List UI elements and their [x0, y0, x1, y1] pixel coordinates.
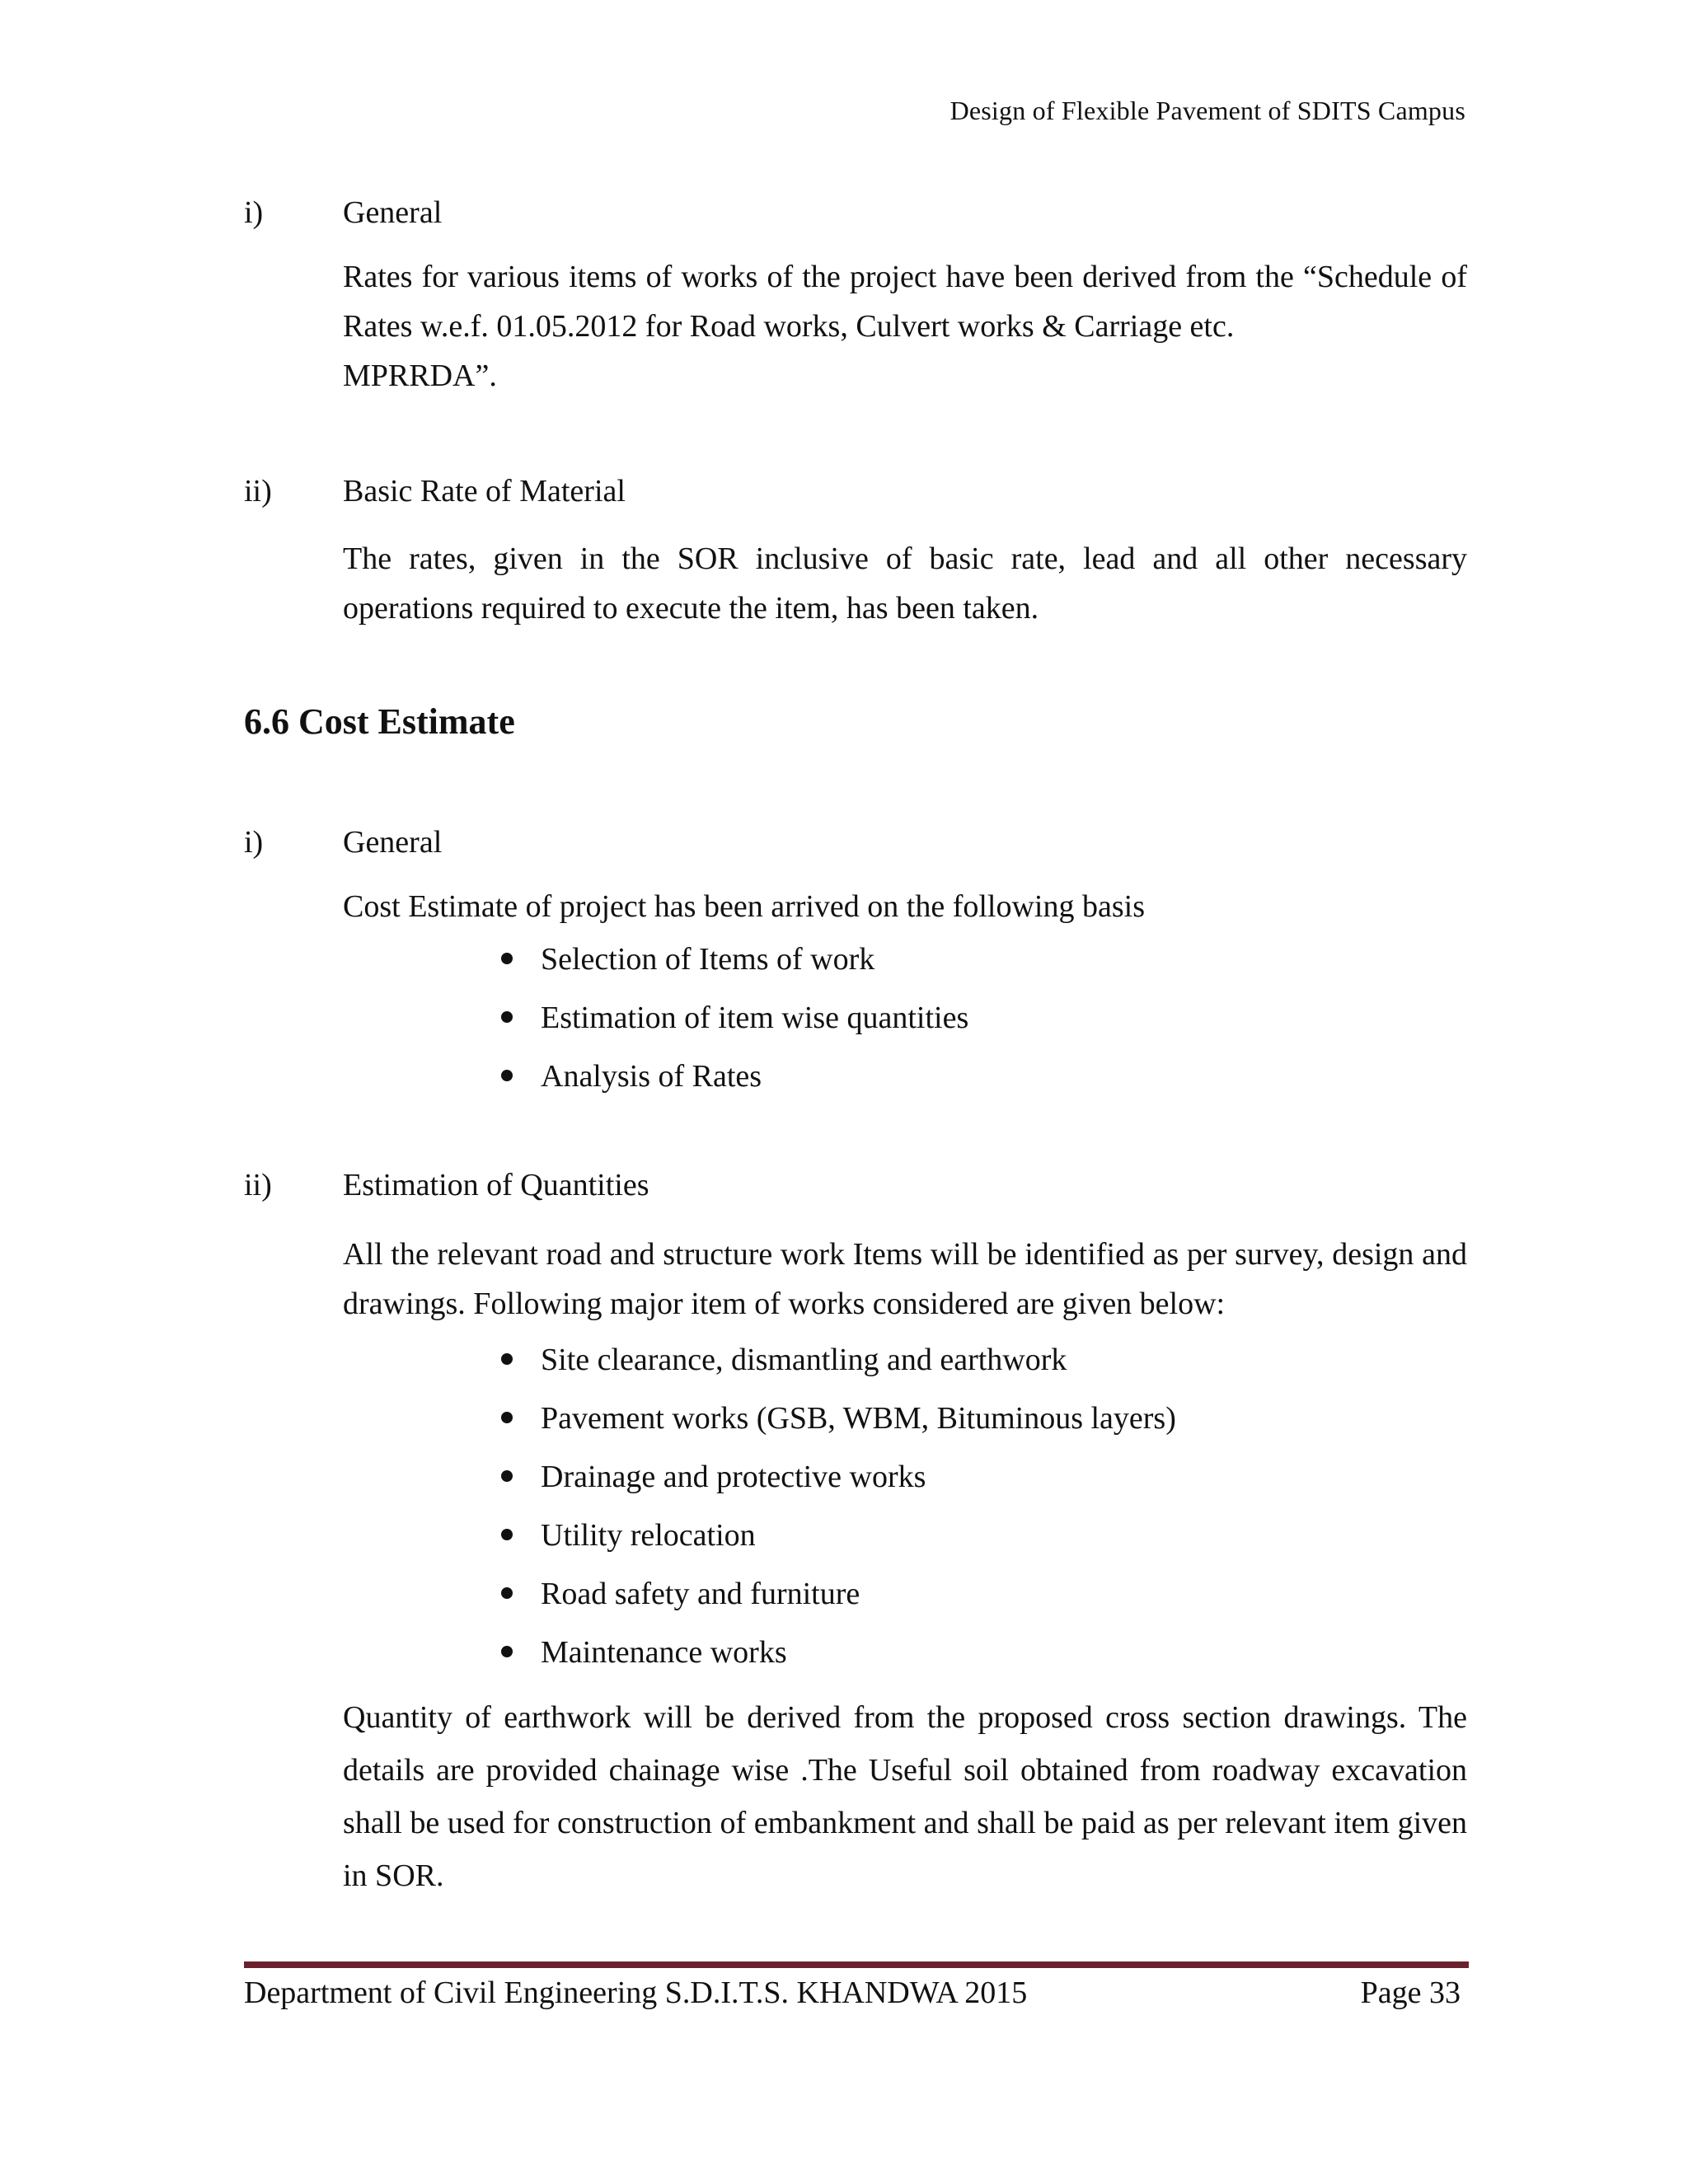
paragraph-quantities: All the relevant road and structure work Items will be identified as per survey, design and drawings. Following major item of works considered are given below: — [343, 1237, 1467, 1321]
list-item: Pavement works (GSB, WBM, Bituminous layers) — [495, 1400, 1176, 1459]
list-item: Drainage and protective works — [495, 1459, 1176, 1517]
list-item: Road safety and furniture — [495, 1576, 1176, 1634]
bullet-list-works — [495, 1342, 1176, 1693]
paragraph-earthwork: Quantity of earthwork will be derived from the proposed cross section drawings. The details are provided chainage wise .The Useful soil obtained from roadway excavation shall be used for construction of embankment and shall be paid as per relevant item given in SOR. — [343, 1700, 1467, 1893]
running-header: Design of Flexible Pavement of SDITS Campus — [950, 96, 1465, 125]
bullet-icon — [501, 1412, 513, 1423]
bullet-icon — [501, 1470, 513, 1482]
bullet-list-basis — [495, 941, 968, 1117]
list-item: Site clearance, dismantling and earthwork — [495, 1342, 1176, 1400]
paragraph-basic-rate: The rates, given in the SOR inclusive of basic rate, lead and all other necessary operations required to execute the item, has been taken. — [343, 541, 1467, 626]
list-item: Selection of Items of work — [495, 941, 968, 1000]
subsection-title: Estimation of Quantities — [343, 1168, 649, 1202]
list-item: Analysis of Rates — [495, 1058, 968, 1117]
list-marker: i) — [244, 825, 264, 860]
list-item: Maintenance works — [495, 1634, 1176, 1693]
bullet-icon — [501, 1646, 513, 1657]
footer-rule — [244, 1961, 1469, 1968]
list-marker: ii) — [244, 1168, 272, 1202]
list-item: Utility relocation — [495, 1517, 1176, 1576]
section-heading: 6.6 Cost Estimate — [244, 701, 515, 742]
bullet-icon — [501, 1587, 513, 1599]
footer-department: Department of Civil Engineering S.D.I.T.S. KHANDWA 2015 — [244, 1975, 1028, 2010]
bullet-icon — [501, 1353, 513, 1365]
list-item: Estimation of item wise quantities — [495, 1000, 968, 1058]
subsection-title: General — [343, 195, 443, 230]
list-marker: i) — [244, 195, 264, 230]
subsection-title: Basic Rate of Material — [343, 474, 626, 509]
bullet-icon — [501, 1070, 513, 1081]
paragraph-rates: Rates for various items of works of the project have been derived from the “Schedule of Rates w.e.f. 01.05.2012 for Road works, Culvert works & Carriage etc. — [343, 260, 1467, 344]
paragraph-rates-cont: MPRRDA”. — [343, 359, 497, 393]
paragraph-basis: Cost Estimate of project has been arrived on the following basis — [343, 889, 1145, 924]
bullet-icon — [501, 953, 513, 964]
list-marker: ii) — [244, 474, 272, 509]
subsection-title: General — [343, 825, 443, 860]
bullet-icon — [501, 1529, 513, 1540]
page-number: Page 33 — [1360, 1975, 1461, 2010]
bullet-icon — [501, 1011, 513, 1023]
